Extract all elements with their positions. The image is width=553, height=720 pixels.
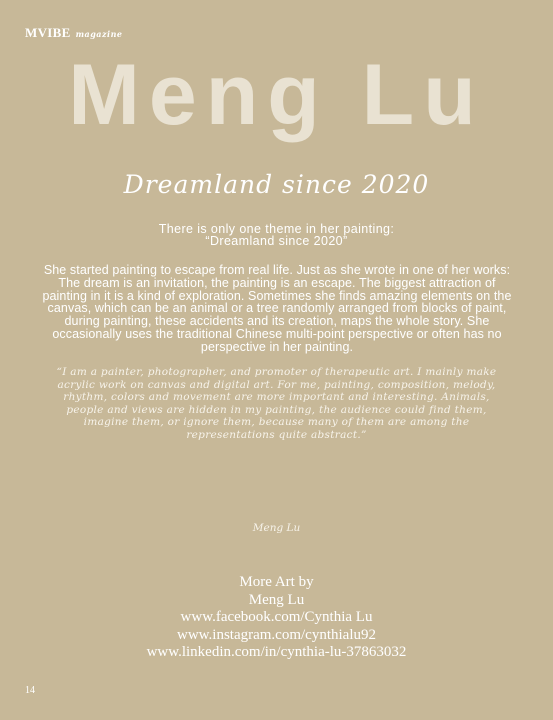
- theme-quote: “Dreamland since 2020”: [205, 234, 348, 248]
- linkedin-link[interactable]: www.linkedin.com/in/cynthia-lu-37863032: [146, 644, 407, 660]
- brand-logo: MVIBE: [25, 25, 71, 40]
- quote-author: Meng Lu: [252, 522, 301, 534]
- more-art-label: More Art by: [239, 574, 314, 590]
- artist-name-heading: Meng Lu: [68, 47, 485, 143]
- instagram-link[interactable]: www.instagram.com/cynthialu92: [177, 626, 376, 643]
- artist-quote: “I am a painter, photographer, and promoter of therapeutic art. I mainly make acrylic work on canvas and digital art. For me, painting, composition, melody, rhythm, colors and movement are more important and interesting. Animals, people and views are hidden in my painting, the audience could find them, imagine them, or ignore them, because many of them are among the representations quite abstract.”: [56, 366, 497, 441]
- masthead: [25, 25, 122, 41]
- theme-line: There is only one theme in her painting:: [158, 222, 395, 236]
- page-number: 14: [25, 685, 35, 696]
- more-art-section: [0, 574, 553, 662]
- body-paragraph: She started painting to escape from real life. Just as she wrote in one of her works: The dream is an invitation, the painting is an escape. The biggest attraction of painting in it is a kind of exploration. Sometimes she finds amazing elements on the canvas, which can be an animal or a tree randomly arranged from blocks of paint, during painting, these accidents and its creation, maps the whole story. She occasionally uses the traditional Chinese multi-point perspective or often has no perspective in her painting.: [42, 263, 512, 354]
- more-art-name: Meng Lu: [248, 591, 305, 608]
- facebook-link[interactable]: www.facebook.com/Cynthia Lu: [180, 609, 373, 625]
- subtitle: Dreamland since 2020: [123, 170, 430, 199]
- brand-subtitle: magazine: [75, 29, 123, 39]
- theme-statement: [60, 223, 493, 247]
